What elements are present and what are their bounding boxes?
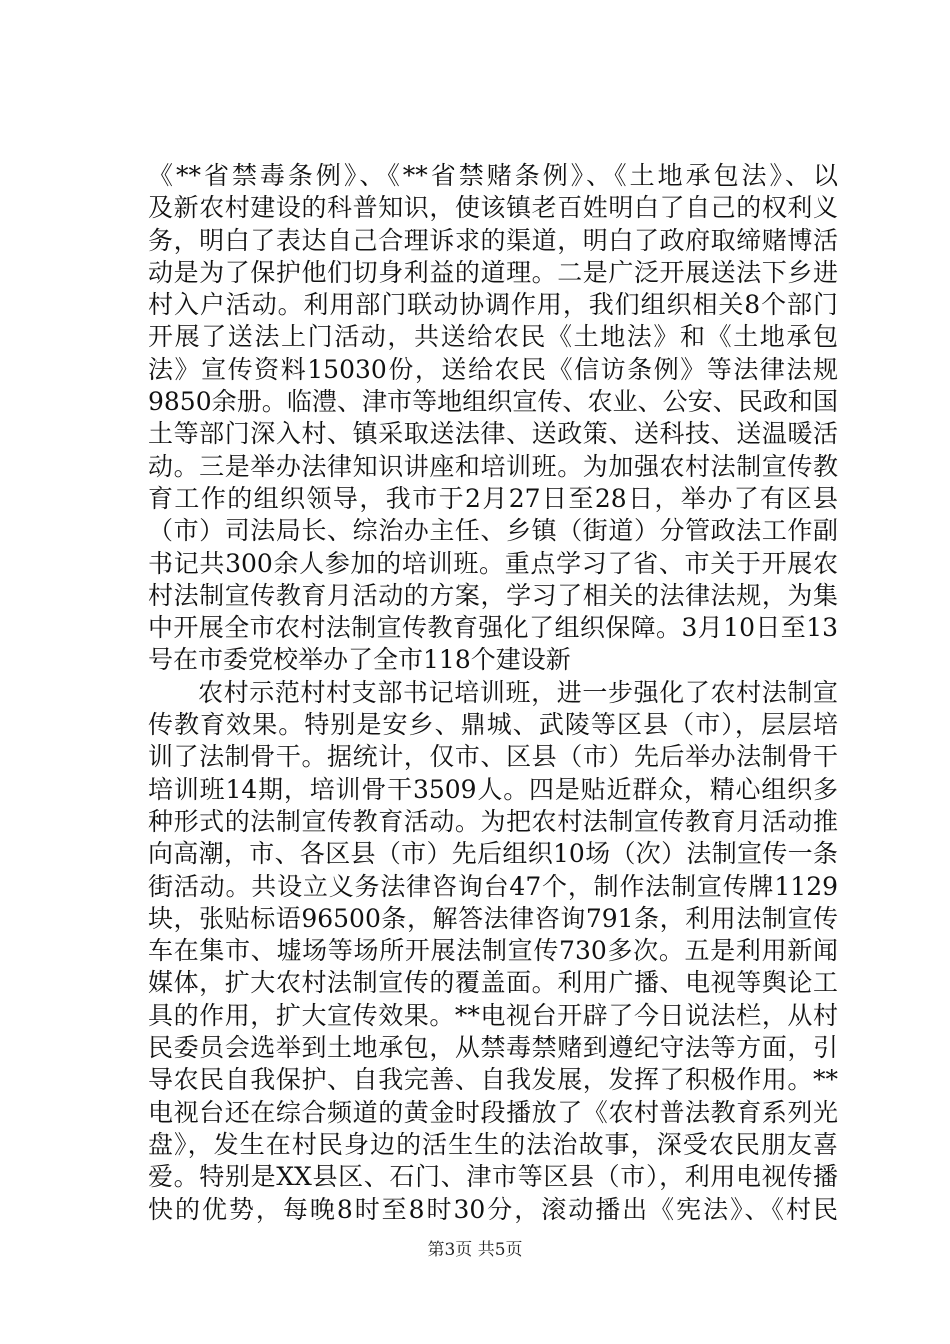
text-line: 村入户活动。利用部门联动协调作用，我们组织相关8个部门 (148, 290, 838, 320)
text-line: 动是为了保护他们切身利益的道理。二是广泛开展送法下乡进 (148, 257, 838, 287)
body-text (148, 160, 838, 1226)
text-line: 中开展全市农村法制宣传教育强化了组织保障。3月10日至13 (148, 613, 838, 643)
text-line: 《**省禁毒条例》、《**省禁赌条例》、《土地承包法》、以 (148, 161, 838, 190)
text-line: 民委员会选举到土地承包，从禁毒禁赌到遵纪守法等方面，引 (148, 1033, 838, 1063)
text-line: 育工作的组织领导，我市于2月27日至28日，举办了有区县 (148, 483, 838, 513)
text-line: 务，明白了表达自己合理诉求的渠道，明白了政府取缔赌博活 (148, 225, 838, 255)
text-line: 导农民自我保护、自我完善、自我发展，发挥了积极作用。** (148, 1065, 838, 1095)
text-line: 法》宣传资料15030份，送给农民《信访条例》等法律法规 (148, 354, 838, 384)
text-line: 书记共300余人参加的培训班。重点学习了省、市关于开展农 (148, 548, 838, 578)
text-line: 车在集市、墟场等场所开展法制宣传730多次。五是利用新闻 (148, 936, 838, 966)
page-number: 第3页 共5页 (427, 1240, 523, 1260)
text-line: 具的作用，扩大宣传效果。**电视台开辟了今日说法栏，从村 (148, 1000, 838, 1030)
text-line: 动。三是举办法律知识讲座和培训班。为加强农村法制宣传教 (148, 451, 838, 481)
text-line: 及新农村建设的科普知识，使该镇老百姓明白了自己的权利义 (148, 193, 838, 223)
text-line: 开展了送法上门活动，共送给农民《土地法》和《土地承包 (148, 322, 838, 352)
paragraph-2 (148, 677, 838, 1226)
text-line: 媒体，扩大农村法制宣传的覆盖面。利用广播、电视等舆论工 (148, 968, 838, 998)
text-line: 村法制宣传教育月活动的方案，学习了相关的法律法规，为集 (148, 580, 838, 610)
text-line: 号在市委党校举办了全市118个建设新 (148, 645, 571, 675)
text-line: 训了法制骨干。据统计，仅市、区县（市）先后举办法制骨干 (148, 742, 838, 772)
page-footer (0, 1238, 950, 1262)
text-line: 种形式的法制宣传教育活动。为把农村法制宣传教育月活动推 (148, 806, 838, 836)
text-line: 土等部门深入村、镇采取送法律、送政策、送科技、送温暖活 (148, 419, 838, 449)
text-line: 农村示范村村支部书记培训班，进一步强化了农村法制宣 (198, 677, 838, 707)
text-line: 盘》，发生在村民身边的活生生的法治故事，深受农民朋友喜 (148, 1129, 838, 1159)
text-line: 向高潮，市、各区县（市）先后组织10场（次）法制宣传一条 (148, 839, 838, 869)
text-line: 街活动。共设立义务法律咨询台47个，制作法制宣传牌1129 (148, 871, 838, 901)
text-line: 块，张贴标语96500条，解答法律咨询791条，利用法制宣传 (148, 903, 838, 933)
text-line: 传教育效果。特别是安乡、鼎城、武陵等区县（市），层层培 (148, 710, 838, 740)
text-line: 爱。特别是XX县区、石门、津市等区县（市），利用电视传播 (148, 1162, 838, 1192)
text-line: 9850余册。临澧、津市等地组织宣传、农业、公安、民政和国 (148, 387, 838, 417)
text-line: 电视台还在综合频道的黄金时段播放了《农村普法教育系列光 (148, 1097, 838, 1127)
text-line: 快的优势，每晚8时至8时30分，滚动播出《宪法》、《村民 (148, 1194, 838, 1224)
paragraph-1 (148, 160, 838, 677)
text-line: 培训班14期，培训骨干3509人。四是贴近群众，精心组织多 (148, 774, 838, 804)
text-line: （市）司法局长、综治办主任、乡镇（街道）分管政法工作副 (148, 516, 838, 546)
